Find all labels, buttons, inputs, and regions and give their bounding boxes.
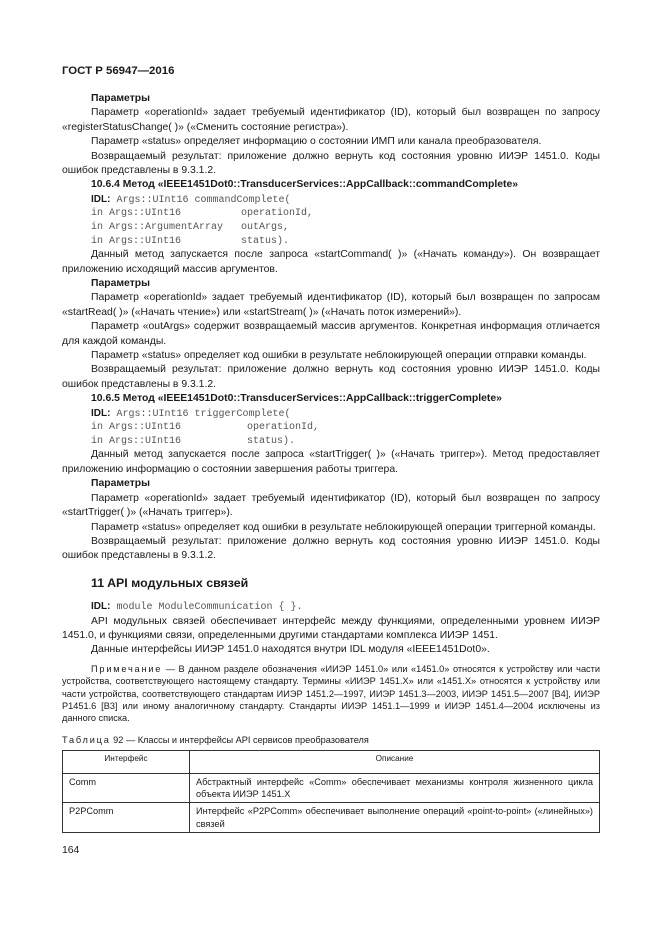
method-description: Данный метод запускается после запроса «startTrigger( )» («Начать триггер»). Метод предоставляет приложению информацию о состоянии завершения работы триггера.: [62, 449, 600, 475]
page-number: 164: [62, 845, 80, 856]
code-line: in Args::UInt16 status).: [91, 235, 290, 247]
idl-code-commandComplete: [62, 193, 600, 248]
code-line: module ModuleCommunication { }.: [110, 602, 303, 613]
document-header: ГОСТ Р 56947—2016: [62, 65, 175, 77]
caption-label: Таблица: [62, 735, 111, 745]
table-header-row: [63, 751, 600, 774]
params-heading: Параметры: [91, 93, 151, 104]
table-row: [63, 803, 600, 832]
param-operationId: Параметр «operationId» задает требуемый идентификатор (ID), который был возвращен по запросу «startTrigger( )» («Начать триггер»).: [62, 492, 600, 519]
method-heading-10-6-4: 10.6.4 Метод «IEEE1451Dot0::TransducerServices::AppCallback::commandComplete»: [91, 179, 519, 191]
table-row: [63, 774, 600, 803]
section-11-body: [62, 600, 600, 725]
param-outArgs: Параметр «outArgs» содержит возвращаемый массив аргументов. Конкретная информация отличается для каждой команды.: [62, 321, 600, 347]
section-10-6-3-tail: [62, 92, 600, 564]
return-value: Возвращаемый результат: приложение должно вернуть код состояния уровню ИИЭР 1451.0. Коды ошибок представлены в 9.3.1.2.: [62, 150, 600, 177]
caption-text: 92 — Классы и интерфейсы API сервисов преобразователя: [110, 735, 369, 745]
section-11-note: [62, 663, 600, 725]
table-92-caption: [62, 733, 369, 747]
param-status: Параметр «status» определяет информацию о состоянии ИМП или канала преобразователя.: [91, 136, 542, 148]
interface-name: Comm: [63, 774, 190, 803]
section-11-title: 11 API модульных связей: [91, 576, 249, 590]
params-heading: Параметры: [91, 478, 151, 490]
interface-description: Интерфейс «P2PComm» обеспечивает выполнение операций «point-to-point» («линейных») связей: [190, 803, 600, 832]
section-11-paragraph-1: API модульных связей обеспечивает интерфейс между функциями, определенными уровнем ИИЭР 1451.0, и функциями связи, определенными другими стандартами комплекса ИИЭР 1451.: [62, 615, 600, 641]
column-header-description: Описание: [190, 751, 600, 774]
note-text: — В данном разделе обозначения «ИИЭР 1451.0» или «1451.0» относятся к устройству или части устройства, соответствующего настоящему стандарту. Термины «ИИЭР 1451.X» или «1451.X» относятся к устройству или части устройства, соответствующего стандартам ИИЭР 1451.2—1997, ИИЭР 1451.3—2003, ИИЭР 1451.5—2007 [B4], ИИЭР P1451.6 [B3] или иному аналогичному стандарту. Стандарты ИИЭР 1451.1—1999 и ИИЭР 1451.4—2004 исключены из данного списка.: [62, 663, 600, 724]
code-line: in Args::UInt16 status).: [91, 435, 296, 447]
method-heading-10-6-5: 10.6.5 Метод «IEEE1451Dot0::TransducerServices::AppCallback::triggerComplete»: [91, 393, 502, 405]
code-line: in Args::UInt16 operationId,: [91, 422, 320, 434]
note-label: Примечание: [91, 663, 163, 674]
idl-label: IDL:: [91, 601, 111, 612]
params-heading: Параметры: [91, 278, 151, 290]
param-operationId: Параметр «operationId» задает требуемый идентификатор (ID), который был возвращен по запросу «registerStatusChange( )» («Сменить состояние регистра»).: [62, 107, 600, 133]
code-line: in Args::UInt16 operationId,: [91, 208, 314, 220]
code-line: Args::UInt16 commandComplete(: [110, 194, 291, 206]
interface-name: P2PComm: [63, 803, 190, 832]
return-value: Возвращаемый результат: приложение должно вернуть код состояния уровню ИИЭР 1451.0. Коды ошибок представлены в 9.3.1.2.: [62, 364, 600, 390]
code-line: Args::UInt16 triggerComplete(: [110, 408, 291, 420]
idl-label: IDL:: [91, 407, 111, 419]
column-header-interface: Интерфейс: [63, 751, 190, 774]
code-line: in Args::ArgumentArray outArgs,: [91, 222, 290, 234]
return-value: Возвращаемый результат: приложение должно вернуть код состояния уровню ИИЭР 1451.0. Коды ошибок представлены в 9.3.1.2.: [62, 535, 600, 562]
param-operationId: Параметр «operationId» задает требуемый идентификатор (ID), который был возвращен по запросам «startRead( )» («Начать чтение») или «startStream( )» («Начать поток измерений»).: [62, 292, 600, 318]
param-status: Параметр «status» определяет код ошибки в результате неблокирующей операции триггерной команды.: [91, 521, 596, 533]
interface-description: Абстрактный интерфейс «Comm» обеспечивает механизмы контроля жизненного цикла объекта ИИЭР 1451.X: [190, 774, 600, 803]
idl-label: IDL:: [91, 193, 111, 205]
section-11-paragraph-2: Данные интерфейсы ИИЭР 1451.0 находятся внутри IDL модуля «IEEE1451Dot0».: [91, 644, 490, 656]
idl-code-triggerComplete: [62, 407, 600, 449]
param-status: Параметр «status» определяет код ошибки в результате неблокирующей операции отправки команды.: [91, 350, 587, 362]
method-description: Данный метод запускается после запроса «startCommand( )» («Начать команду»). Он возвращает приложению исходящий массив аргументов.: [62, 249, 600, 275]
idl-module-code: [62, 600, 600, 615]
table-92: [62, 750, 600, 833]
